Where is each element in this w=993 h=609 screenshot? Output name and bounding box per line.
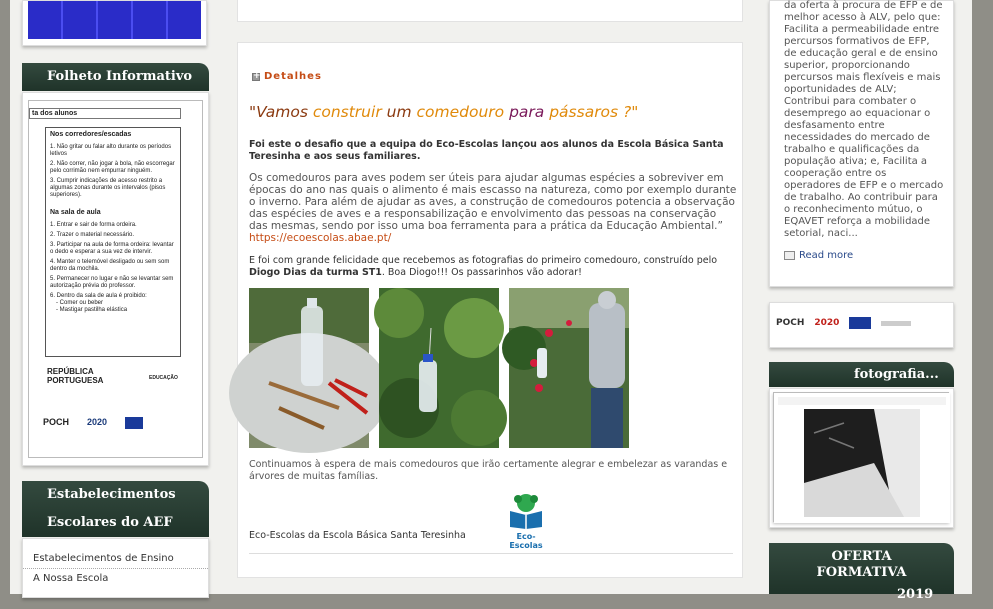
body2-text: E foi com grande felicidade que recebemos as fotografias do primeiro comedouro, construído pelo [249, 255, 718, 266]
plus-icon [252, 73, 260, 81]
portugal-2020-logo: 2020 [814, 318, 840, 328]
eqavet-box [769, 0, 954, 287]
article-body-1 [249, 172, 737, 244]
flyer-section2-title: Na sala de aula [50, 209, 101, 216]
previous-article-bottom [237, 0, 743, 22]
eco-escolas-label: Eco-Escolas [509, 532, 543, 550]
eu-flag-icon [125, 417, 143, 429]
estabelecimentos-links [22, 538, 209, 598]
oferta-header [769, 543, 954, 602]
folheto-title: Folheto Informativo [47, 69, 193, 84]
folheto-image[interactable] [28, 100, 203, 458]
flyer-item: 4. Manter o telemóvel desligado ou sem som dentro da mochila. [50, 259, 170, 272]
eco-escolas-icon [506, 493, 546, 529]
flyer-item: 3. Cumprir indicações de acesso restrito a algumas zonas durante os intervalos (pisos superiores). [50, 178, 166, 198]
estab-title-line2: Escolares do AEF [47, 515, 173, 530]
flyer-item: - Mastigar pastilha elástica [56, 307, 128, 313]
article-body-3: Continuamos à espera de mais comedouros que irão certamente alegrar e embelezar as varandas e árvores de muitas famílias. [249, 459, 728, 482]
body2-text-end: . Boa Diogo!!! Os passarinhos vão adorar! [381, 267, 582, 278]
eqavet-text: da oferta à procura de EFP e de melhor acesso à ALV, pelo que: Facilita a permeabilidade entre percursos formativos de EFP, de educação geral e de ensino superior, proporcionando percursos mais flexíveis e mais oportunidades de ALV; Contribui para combater o desemprego ao equacionar o desfasamento entre necessidades do mercado de trabalho e qualificações da população ativa; e, Facilita a cooperação entre os operadores de EFP e o mercado de trabalho. Ao contribuir para o reconhecimento mútuo, o EQAVET reforça a mobilidade setorial, naci... [784, 0, 944, 239]
document-icon [784, 251, 795, 260]
page-margin-right [972, 0, 993, 594]
flyer-item: 1. Não gritar ou falar alto durante os períodos letivos [50, 144, 172, 157]
detalhes-label: Detalhes [264, 71, 322, 82]
oferta-line1: OFERTA FORMATIVA [816, 549, 907, 580]
read-more-label: Read more [799, 250, 854, 261]
flyer-item: - Comer ou beber [56, 300, 104, 306]
fotografia-thumbnail[interactable] [773, 392, 949, 522]
funding-logos-box [769, 302, 954, 348]
republica-portuguesa-logo [47, 367, 103, 385]
portugal-2020-logo: 2020 [87, 417, 108, 427]
article-signature: Eco-Escolas da Escola Básica Santa Teresinha [249, 530, 466, 541]
article-divider [249, 553, 733, 554]
title-part: construir [312, 103, 387, 121]
article-title [249, 103, 638, 121]
estabelecimentos-header [22, 481, 209, 537]
fotografia-title: fotografia... [854, 367, 939, 382]
flyer-item: 2. Trazer o material necessário. [50, 232, 135, 238]
flyer-rules [45, 127, 181, 357]
flyer-top-text: ta dos alunos [29, 108, 181, 119]
ecoescolas-link[interactable]: https://ecoescolas.abae.pt/ [249, 232, 392, 244]
title-part: pássaros ?" [549, 103, 639, 121]
gallery-thumbnail-strip[interactable] [22, 0, 207, 46]
eco-escolas-logo [500, 493, 552, 550]
detalhes-link[interactable] [252, 71, 322, 82]
flyer-item: 1. Entrar e sair de forma ordeira. [50, 222, 137, 228]
fotografia-header [769, 362, 954, 387]
article-body-2 [249, 255, 735, 279]
body1-text: Os comedouros para aves podem ser úteis para ajudar algumas espécies a sobreviver em épocas do ano nas quais o alimento é mais escasso na natureza, como por exemplo durante o inverno. Para além de ajudar as aves, a construção de comedouros potencia a observação das espécies de aves e a responsabilização e envolvimento das pessoas na conservação das mesmas, sendo por isso uma boa ferramenta para a prática da Educação Ambiental.” [249, 172, 737, 232]
article-intro: Foi este o desafio que a equipa do Eco-Escolas lançou aos alunos da Escola Básica Santa Teresinha e aos seus familiares. [249, 139, 724, 162]
flyer-funding-logos [43, 417, 143, 429]
oferta-line2: 2019 [897, 587, 934, 602]
title-part: comedouro [416, 103, 510, 121]
poch-logo: POCH [776, 318, 805, 328]
body2-bold: Diogo Dias da turma ST1 [249, 267, 382, 278]
flyer-item: 5. Permanecer no lugar e não se levantar sem autorização prévia do professor. [50, 276, 174, 289]
flyer-item: 2. Não correr, não jogar à bola, não escorregar pelo corrimão nem empurrar ninguém. [50, 161, 175, 174]
photo-feeder-tree[interactable] [379, 288, 499, 448]
title-part: "Vamos [249, 103, 313, 121]
estab-title-line1: Estabelecimentos [47, 487, 176, 502]
title-part: um [386, 103, 417, 121]
link-nossa-escola[interactable]: A Nossa Escola [33, 573, 109, 584]
flyer-item: 6. Dentro da sala de aula é proibido: [50, 293, 147, 299]
republica-line2: PORTUGUESA [47, 376, 104, 385]
link-estabelecimentos-ensino[interactable]: Estabelecimentos de Ensino [23, 549, 208, 569]
folheto-header [22, 63, 209, 91]
educacao-label: EDUCAÇÃO [149, 375, 178, 381]
title-part: para [509, 103, 550, 121]
flyer-item: 3. Participar na aula de forma ordeira: levantar o dedo e esperar a sua vez de intervir. [50, 242, 174, 255]
photo-feeder-garden[interactable] [509, 288, 629, 448]
photo-feeder-materials[interactable] [249, 288, 369, 448]
article [237, 42, 743, 578]
eu-flag-icon [849, 317, 871, 329]
republica-logo [881, 321, 911, 326]
republica-line1: REPÚBLICA [47, 367, 94, 376]
poch-logo: POCH [43, 417, 70, 427]
read-more-link[interactable] [784, 250, 853, 261]
flyer-section1-title: Nos corredores/escadas [50, 131, 132, 138]
